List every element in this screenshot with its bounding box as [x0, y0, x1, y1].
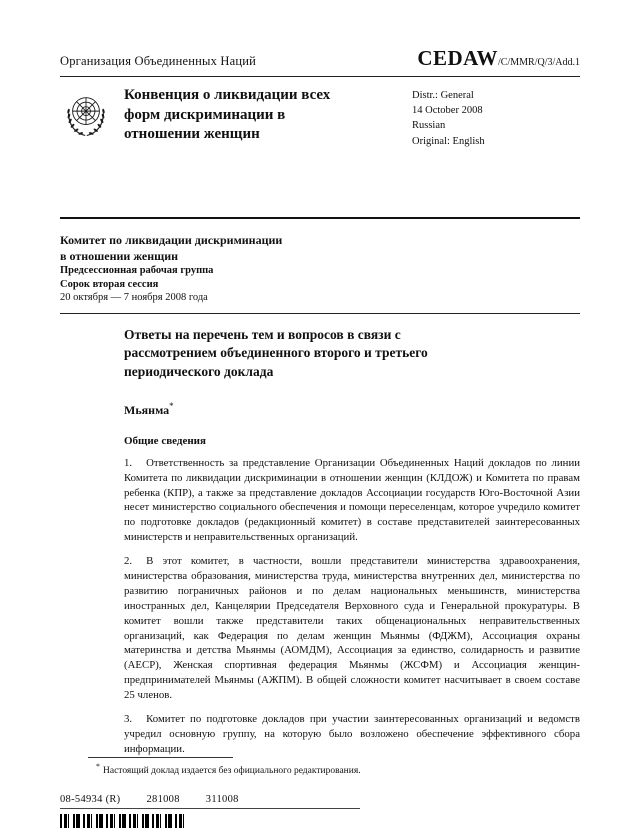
section-heading: Общие сведения	[124, 434, 206, 447]
paragraph-3	[124, 712, 580, 757]
section-rule-thin	[60, 313, 580, 314]
paragraph-2-text: В этот комитет, в частности, вошли представители министерства здравоохранения, министерства образования, министерства труда, министерства внутренних дел, министерства по развитию пограничных районов и по делам национальных меньшинств, министерства иностранных дел, Канцелярии Председателя Верховного суда и Генеральной прокуратуры. В комитет вошли также представители таких общенациональных неправительственных организаций, как Федерация по делам женщин Мьянмы (ФДЖМ), Ассоциация охраны материнства и детства Мьянмы (АОМДМ), Ассоциация за единство, солидарность и развитие (АЕСР), Женская спортивная федерация Мьянмы (ЖСФМ) и Ассоциация женщин-предпринимателей Мьянмы (АЖПМ). В общей сложности комитет насчитывает в своем составе 25 членов.	[124, 555, 580, 702]
distribution-block	[412, 86, 580, 149]
page-bottom	[60, 757, 580, 828]
paragraph-2	[124, 554, 580, 703]
footnote-text: Настоящий доклад издается без официального редактирования.	[103, 765, 361, 776]
footnote	[60, 762, 580, 776]
working-group: Предсессионная рабочая группа	[60, 265, 214, 277]
paragraph-1	[124, 456, 580, 545]
distr-date: 14 October 2008	[412, 105, 483, 117]
org-name: Организация Объединенных Наций	[60, 54, 257, 68]
footer-rule	[60, 808, 360, 809]
doc-symbol	[417, 46, 580, 71]
document-content	[60, 326, 580, 757]
document-title: Ответы на перечень тем и вопросов в связи с рассмотрением объединенного второго и третьего периодического доклада	[124, 327, 428, 379]
convention-title: Конвенция о ликвидации всех форм дискриминации в отношении женщин	[124, 87, 331, 142]
document-number: 08-54934 (R)	[60, 793, 121, 805]
committee-name-line1: Комитет по ликвидации дискриминации	[60, 233, 283, 247]
distr-language: Russian	[412, 120, 446, 132]
document-id-row	[60, 794, 580, 805]
masthead-rule	[60, 76, 580, 77]
distr-label: Distr.: General	[412, 90, 474, 101]
footer-date-1: 281008	[146, 793, 180, 805]
session-number: Сорок вторая сессия	[60, 278, 159, 290]
footer-date-2: 311008	[205, 793, 239, 805]
distr-original: Original: English	[412, 135, 485, 147]
masthead	[60, 46, 580, 71]
section-rule-thick	[60, 217, 580, 219]
country-heading	[124, 401, 580, 418]
paragraph-1-text: Ответственность за представление Организации Объединенных Наций докладов по линии Комитета по ликвидации дискриминации в отношении женщин (КЛДОЖ) и Комитета по правам ребенка (КПР), а также за представление докладов Ассоциации государств Юго-Восточной Азии несет министерство социального обеспечения и помощи переселенцам, которое учредило комитет по подготовке докладов (редакционный комитет) в составе представителей заинтересованных министерств и неправительственных организаций.	[124, 456, 580, 544]
country-name: Мьянма	[124, 402, 170, 417]
committee-name-line2: в отношении женщин	[60, 248, 179, 263]
footnote-separator	[88, 757, 233, 758]
banner	[60, 86, 580, 149]
paragraph-3-text: Комитет по подготовке докладов при участии заинтересованных организаций и ведомств учредил основную группу, на которую было возложено обеспечение эффективного сбора информации.	[124, 713, 580, 755]
session-dates: 20 октября — 7 ноября 2008 года	[60, 292, 208, 304]
paragraph-3-number: 3.	[124, 713, 133, 726]
paragraph-1-number: 1.	[124, 456, 133, 469]
footnote-marker: *	[169, 400, 174, 411]
paragraph-2-number: 2.	[124, 555, 133, 568]
doc-symbol-suffix: /C/MMR/Q/3/Add.1	[498, 57, 580, 68]
barcode	[60, 814, 186, 828]
doc-symbol-main: CEDAW	[417, 46, 499, 70]
un-emblem-icon	[60, 86, 122, 149]
footnote-marker-bottom: *	[96, 761, 100, 771]
committee-block	[60, 233, 580, 305]
